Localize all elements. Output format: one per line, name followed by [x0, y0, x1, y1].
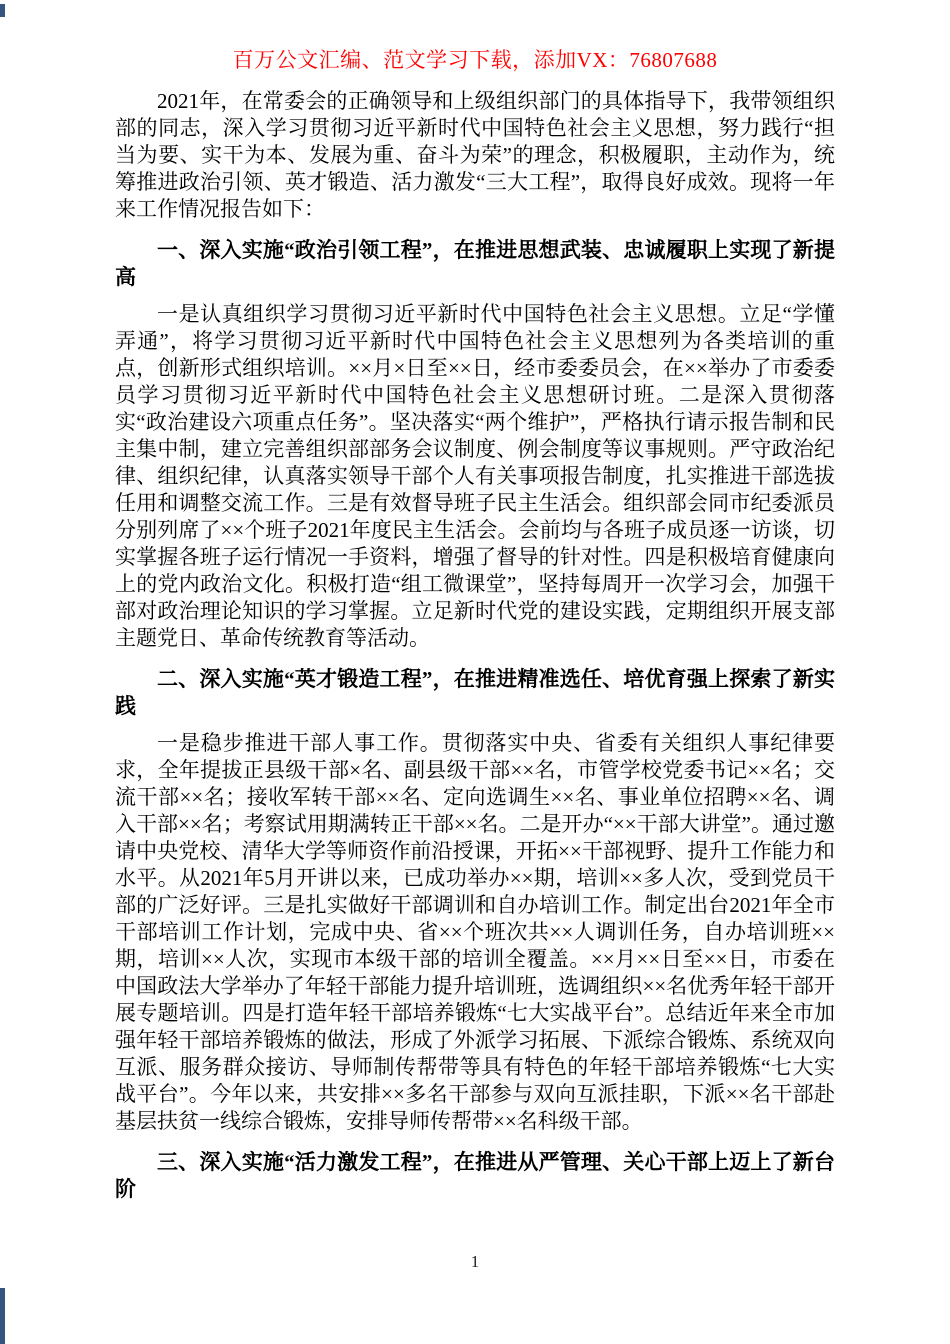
left-edge-artifact-bottom	[0, 1288, 5, 1344]
page-number: 1	[470, 1252, 480, 1271]
intro-paragraph: 2021年，在常委会的正确领导和上级组织部门的具体指导下，我带领组织部的同志，深入学习贯彻习近平新时代中国特色社会主义思想，努力践行“担当为要、实干为本、发展为重、奋斗为荣”的理念，积极履职，主动作为，统筹推进政治引领、英才锻造、活力激发“三大工程”，取得良好成效。现将一年来工作情况报告如下：	[115, 89, 835, 221]
header-notice: 百万公文汇编、范文学习下载，添加VX：76807688	[232, 48, 718, 72]
section-heading-1: 一、深入实施“政治引领工程”，在推进思想武装、忠诚履职上实现了新提高	[115, 238, 835, 289]
section-heading-3: 三、深入实施“活力激发工程”，在推进从严管理、关心干部上迈上了新台阶	[115, 1150, 835, 1201]
section-1-paragraph: 一是认真组织学习贯彻习近平新时代中国特色社会主义思想。立足“学懂弄通”，将学习贯彻习近平新时代中国特色社会主义思想列为各类培训的重点，创新形式组织培训。××月×日至××日，经市委委员会，在××举办了市委委员学习贯彻习近平新时代中国特色社会主义思想研讨班。二是深入贯彻落实“政治建设六项重点任务”。坚决落实“两个维护”，严格执行请示报告制和民主集中制，建立完善组织部部务会议制度、例会制度等议事规则。严守政治纪律、组织纪律，认真落实领导干部个人有关事项报告制度，扎实推进干部选拔任用和调整交流工作。三是有效督导班子民主生活会。组织部会同市纪委派员分别列席了××个班子2021年度民主生活会。会前均与各班子成员逐一访谈，切实掌握各班子运行情况一手资料，增强了督导的针对性。四是积极培育健康向上的党内政治文化。积极打造“组工微课堂”，坚持每周开一次学习会，加强干部对政治理论知识的学习掌握。立足新时代党的建设实践，定期组织开展支部主题党日、革命传统教育等活动。	[115, 302, 835, 650]
left-edge-artifact-top	[0, 4, 5, 17]
document-body	[115, 88, 835, 1213]
section-2-paragraph: 一是稳步推进干部人事工作。贯彻落实中央、省委有关组织人事纪律要求，全年提拔正县级干部×名、副县级干部××名，市管学校党委书记××名；交流干部××名；接收军转干部××名、定向选调生××名、事业单位招聘××名、调入干部××名；考察试用期满转正干部××名。二是开办“××干部大讲堂”。通过邀请中央党校、清华大学等师资作前沿授课，开拓××干部视野、提升工作能力和水平。从2021年5月开讲以来，已成功举办××期，培训××多人次，受到党员干部的广泛好评。三是扎实做好干部调训和自办培训工作。制定出台2021年全市干部培训工作计划，完成中央、省××个班次共××人调训任务，自办培训班××期，培训××人次，实现市本级干部的培训全覆盖。××月××日至××日，市委在中国政法大学举办了年轻干部能力提升培训班，选调组织××名优秀年轻干部开展专题培训。四是打造年轻干部培养锻炼“七大实战平台”。总结近年来全市加强年轻干部培养锻炼的做法，形成了外派学习拓展、下派综合锻炼、系统双向互派、服务群众接访、导师制传帮带等具有特色的年轻干部培养锻炼“七大实战平台”。今年以来，共安排××多名干部参与双向互派挂职，下派××名干部赴基层扶贫一线综合锻炼，安排导师传帮带××名科级干部。	[115, 731, 835, 1133]
section-heading-2: 二、深入实施“英才锻造工程”，在推进精准选任、培优育强上探索了新实践	[115, 667, 835, 718]
